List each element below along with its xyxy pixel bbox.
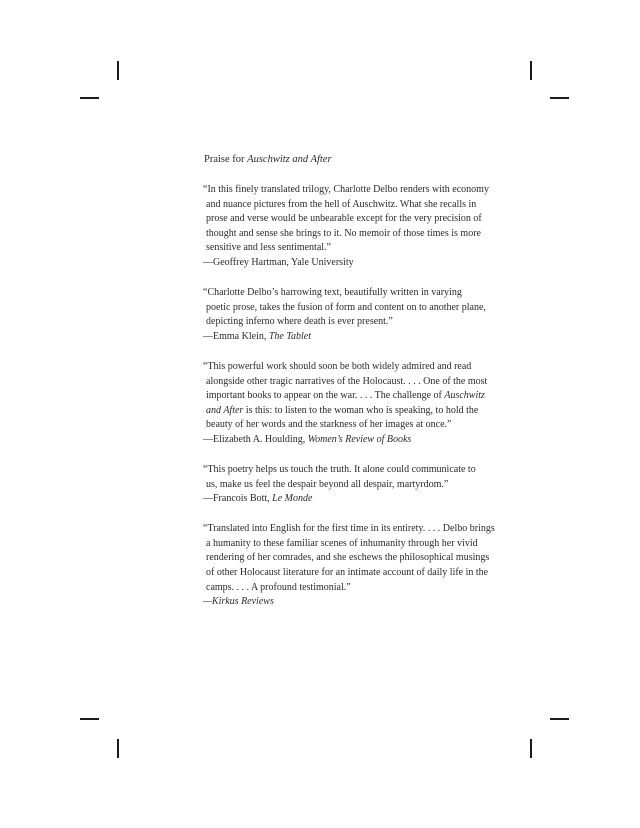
attribution [203,330,503,345]
crop-mark-top-right-vertical [530,61,532,80]
crop-mark-bottom-right-vertical [530,739,532,758]
quote-line: “This powerful work should soon be both widely admired and read [203,360,472,372]
quote-block-klein [203,286,503,344]
quote-line: depicting inferno where death is ever present.” [206,316,393,328]
crop-mark-bottom-left-horizontal [80,718,99,720]
inline-book-title: Auschwitz [444,390,485,402]
quote-line: alongside other tragic narratives of the Holocaust. . . . One of the most [206,375,488,387]
attribution [203,256,503,271]
quote-line: us, make us feel the despair beyond all despair, martyrdom.” [206,478,449,490]
quote-line: prose and verse would be unbearable except for the very precision of [206,213,482,225]
quote-line: beauty of her words and the starkness of her images at once.” [206,419,452,431]
crop-mark-top-left-horizontal [80,97,99,99]
quote-line: sensitive and less sentimental.” [206,242,331,254]
quote-line: rendering of her comrades, and she eschews the philosophical musings [206,552,490,564]
quote-line-text: important books to appear on the war. . . . The challenge of [206,390,445,402]
quote-line: poetic prose, takes the fusion of form and content on to another plane, [206,301,486,313]
crop-mark-top-right-horizontal [550,97,569,99]
inline-book-title: and After [206,404,244,416]
quote-line: and nuance pictures from the hell of Auschwitz. What she recalls in [206,198,477,210]
crop-mark-top-left-vertical [117,61,119,80]
quote-block-bott [203,463,503,507]
quote-line: “This poetry helps us touch the truth. It alone could communicate to [203,464,476,475]
quote-line: “Translated into English for the first time in its entirety. . . . Delbo brings [203,523,495,535]
attribution-author: — [203,596,212,608]
praise-section [203,153,503,625]
praise-heading-prefix: Praise for [204,154,248,165]
attribution [203,433,503,448]
quote-line: camps. . . . A profound testimonial.” [206,581,351,593]
quote-block-houlding [203,360,503,448]
crop-mark-bottom-left-vertical [117,739,119,758]
attribution-author: —Geoffrey Hartman, Yale University [203,256,354,268]
attribution [203,492,503,507]
attribution-author: —Elizabeth A. Houlding, [203,433,308,445]
praise-heading [204,153,503,167]
attribution-author: —Francois Bott, [203,493,273,505]
attribution-source: Women’s Review of Books [307,433,412,445]
crop-mark-bottom-right-horizontal [550,718,569,720]
attribution-source: The Tablet [268,330,311,342]
quote-line: of other Holocaust literature for an intimate account of daily life in the [206,567,489,579]
quote-block-kirkus [203,522,503,610]
quote-line: “In this finely translated trilogy, Charlotte Delbo renders with economy [203,184,489,195]
quote-line [203,389,503,404]
attribution-source: Le Monde [272,493,313,505]
book-title: Auschwitz and After [247,154,332,165]
quote-line [203,404,503,419]
quote-line-text: is this: to listen to the woman who is speaking, to hold the [243,404,479,416]
quote-block-hartman [203,183,503,271]
attribution-author: —Emma Klein, [203,330,269,342]
attribution [203,595,503,610]
quote-line: a humanity to these familiar scenes of inhumanity through her vivid [206,537,478,549]
quote-line: “Charlotte Delbo’s harrowing text, beautifully written in varying [203,287,462,299]
attribution-source: Kirkus Reviews [211,596,274,608]
quote-line: thought and sense she brings to it. No memoir of those times is more [206,227,481,239]
